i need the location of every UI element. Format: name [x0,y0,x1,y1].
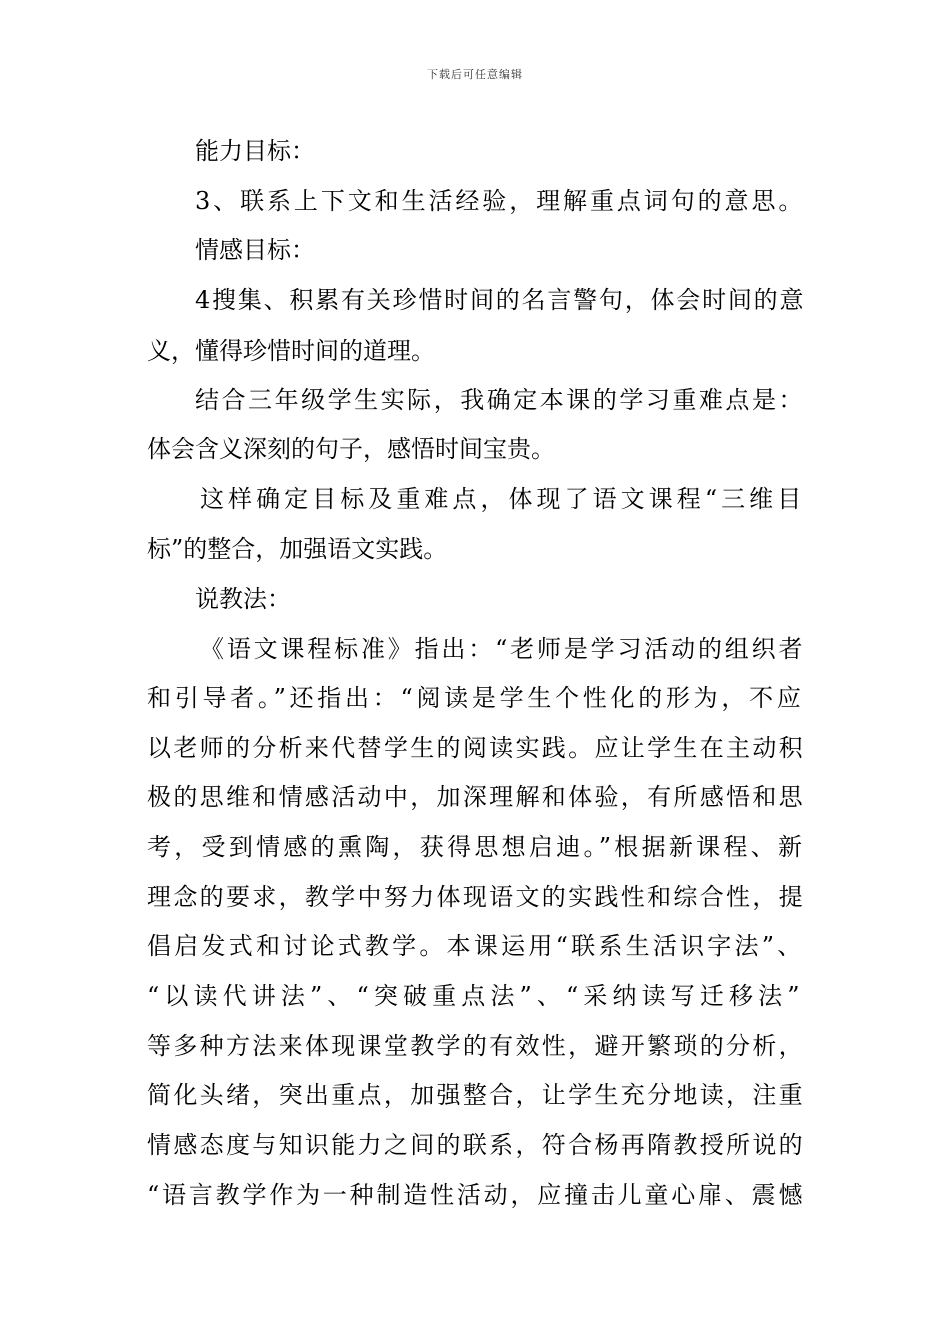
text-line: “以读代讲法”、“突破重点法”、“采纳读写迁移法” [147,982,805,1010]
text-line: 《语文课程标准》指出：“老师是学习活动的组织者 [200,635,806,663]
text-line: 简化头绪，突出重点，加强整合，让学生充分地读，注重 [147,1081,805,1109]
text-line: 极的思维和情感活动中，加深理解和体验，有所感悟和思 [147,783,805,811]
text-line: 标”的整合，加强语文实践。 [147,535,448,563]
text-line: 说教法： [195,585,291,613]
text-line: 和引导者。”还指出：“阅读是学生个性化的形为，不应 [147,684,805,712]
text-line: 以老师的分析来代替学生的阅读实践。应让学生在主动积 [147,734,805,762]
text-line: 理念的要求，教学中努力体现语文的实践性和综合性，提 [147,883,805,911]
text-line: 义，懂得珍惜时间的道理。 [147,337,435,365]
text-line: 情感目标： [195,236,315,264]
text-line: 结合三年级学生实际，我确定本课的学习重难点是： [195,386,805,414]
text-line: 情感态度与知识能力之间的联系，符合杨再隋教授所说的 [147,1131,805,1159]
text-line: “语言教学作为一种制造性活动，应撞击儿童心扉、震憾 [147,1181,806,1209]
text-line: 体会含义深刻的句子，感悟时间宝贵。 [147,435,555,463]
page-header: 下载后可任意编辑 [427,68,523,81]
text-line: 3、联系上下文和生活经验，理解重点词句的意思。 [195,187,806,215]
text-line: 这样确定目标及重难点，体现了语文课程“三维目 [200,485,806,513]
text-line: 能力目标： [195,137,315,165]
text-line: 考，受到情感的熏陶，获得思想启迪。”根据新课程、新 [147,833,806,861]
text-line: 倡启发式和讨论式教学。本课运用“联系生活识字法”、 [147,932,805,960]
text-line: 4搜集、积累有关珍惜时间的名言警句，体会时间的意 [195,286,806,314]
text-line: 等多种方法来体现课堂教学的有效性，避开繁琐的分析， [147,1032,805,1060]
